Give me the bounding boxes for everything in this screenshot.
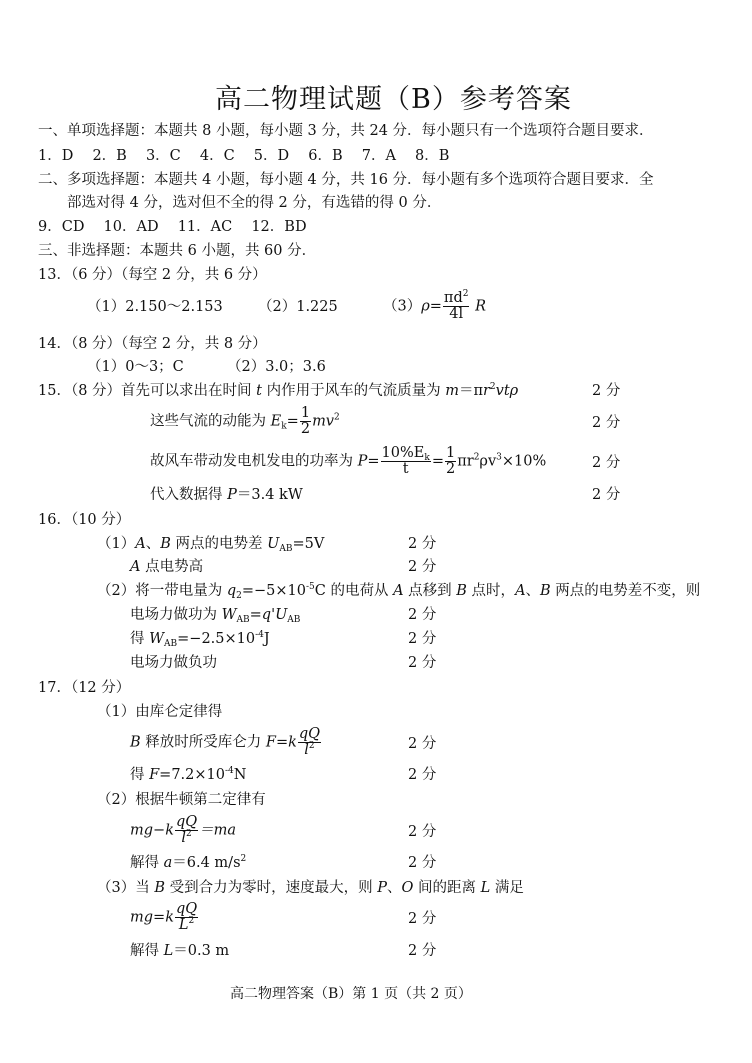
q17-part-1-line-2: 得 $F=7.2\times 10^{-4}N$	[130, 766, 247, 783]
section-3-heading: 三、非选择题：本题共 6 小题，共 60 分．	[38, 243, 317, 259]
section-2-heading-line1: 二、多项选择题：本题共 4 小题，每小题 4 分，共 16 分．每小题有多个选项符合题目要求．全	[38, 172, 654, 188]
q16-points-3: 2 分	[408, 607, 437, 623]
section-2-answers: 9．CD 10．AD 11．AC 12．BD	[38, 219, 307, 235]
q14-answer-1: （1）0～3；C	[87, 359, 184, 375]
page-title: 高二物理试题（B）参考答案	[215, 84, 572, 115]
q13-header: 13．（6 分）（每空 2 分，共 6 分）	[38, 267, 267, 283]
q13-frac-den: 4l	[449, 306, 464, 323]
q17-part-2: （2）根据牛顿第二定律有	[97, 792, 266, 808]
q15-points-3: 2 分	[592, 455, 621, 471]
q17-points-6: 2 分	[408, 943, 437, 959]
q15-line-3: 故风车带动发电机发电的功率为 P= $\frac{10\%E_k}{t}$ = $\frac{1}{2}$ $\pi r^2\rho v^3\times 10\%$	[150, 445, 547, 478]
q16-line-6: 电场力做负功	[130, 655, 217, 671]
q16-line-3: （2）将一带电量为 $q_2=-5\times 10^{-5}C$ 的电荷从 A 点移到 B 点时，A、B 两点的电势差不变，则	[97, 582, 701, 601]
q17-points-3: 2 分	[408, 824, 437, 840]
q15-line-4: 代入数据得 P＝3.4 kW	[150, 487, 303, 503]
q13-frac-num: πd	[443, 290, 463, 306]
q13-answer-3	[383, 291, 486, 322]
q15-power-half: $\frac{1}{2}$	[445, 445, 456, 478]
q16-points-1: 2 分	[408, 536, 437, 552]
q16-header: 16．（10 分）	[38, 512, 131, 528]
page-footer: 高二物理答案（B）第 1 页（共 2 页）	[230, 986, 472, 1002]
q16-line-4: 电场力做功为 $W_{AB}=q'U_{AB}$	[130, 607, 301, 625]
q17-part-3: （3）当 B 受到合力为零时，速度最大，则 P、O 间的距离 L 满足	[97, 880, 524, 896]
q13-answer-2: （2）1.225	[258, 299, 338, 315]
q17-newton-fraction: $\frac{qQ}{l^2}$	[175, 814, 198, 847]
q17-points-2: 2 分	[408, 767, 437, 783]
q16-points-5: 2 分	[408, 655, 437, 671]
q15-points-4: 2 分	[592, 487, 621, 503]
q16-points-4: 2 分	[408, 631, 437, 647]
q13-rho: ρ=	[421, 298, 442, 315]
q13-answer-3-label: （3）	[383, 298, 422, 315]
q17-part-1-line-1: B 释放时所受库仑力 F=k $\frac{qQ}{l^2}$	[130, 726, 321, 759]
q15-half-fraction: $\frac{1}{2}$	[300, 405, 311, 438]
q17-points-5: 2 分	[408, 911, 437, 927]
q17-points-1: 2 分	[408, 736, 437, 752]
q17-points-4: 2 分	[408, 855, 437, 871]
q13-answer-1: （1）2.150～2.153	[87, 299, 223, 315]
q16-line-5: 得 $W_{AB}=-2.5\times 10^{-4}J$	[130, 630, 270, 649]
q17-coulomb-fraction: $\frac{qQ}{l^2}$	[298, 726, 321, 759]
section-2-heading-line2: 部选对得 4 分，选对但不全的得 2 分，有选错的得 0 分．	[67, 195, 442, 211]
q17-part-2-line-1: mg−k $\frac{qQ}{l^2}$ ＝ma	[130, 814, 237, 847]
q17-part-3-line-1: mg=k $\frac{qQ}{L^2}$	[130, 901, 198, 934]
q13-R: R	[475, 298, 486, 315]
q17-balance-fraction: $\frac{qQ}{L^2}$	[175, 901, 198, 934]
section-1-heading: 一、单项选择题：本题共 8 小题，每小题 3 分，共 24 分．每小题只有一个选项符合题目要求．	[38, 123, 654, 139]
q15-power-fraction: $\frac{10\%E_k}{t}$	[381, 445, 430, 478]
q15-line-1: 15．（8 分）首先可以求出在时间 t 内作用于风车的气流质量为 $m=\pi r^2vt\rho$	[38, 382, 519, 399]
q17-part-3-line-2: 解得 L＝0.3 m	[130, 943, 230, 959]
q17-part-2-line-2: 解得 a＝6.4 $m/s^2$	[130, 854, 247, 871]
q17-part-1: （1）由库仑定律得	[97, 704, 223, 720]
q13-frac-num-sup: 2	[462, 289, 469, 299]
q16-line-1: （1）A、B 两点的电势差 $U_{AB}=5V$	[97, 536, 325, 554]
section-1-answers: 1．D 2．B 3．C 4．C 5．D 6．B 7．A 8．B	[38, 148, 450, 164]
q17-header: 17．（12 分）	[38, 680, 131, 696]
q15-line-2: 这些气流的动能为 $E_k=$ $\frac{1}{2}$ $mv^2$	[150, 405, 340, 438]
q14-answer-2: （2）3.0；3.6	[227, 359, 326, 375]
q16-points-2: 2 分	[408, 559, 437, 575]
q15-points-1: 2 分	[592, 383, 621, 399]
q15-points-2: 2 分	[592, 415, 621, 431]
q14-header: 14．（8 分）（每空 2 分，共 8 分）	[38, 336, 267, 352]
q13-fraction	[443, 291, 470, 322]
q16-line-2: A 点电势高	[130, 559, 204, 575]
